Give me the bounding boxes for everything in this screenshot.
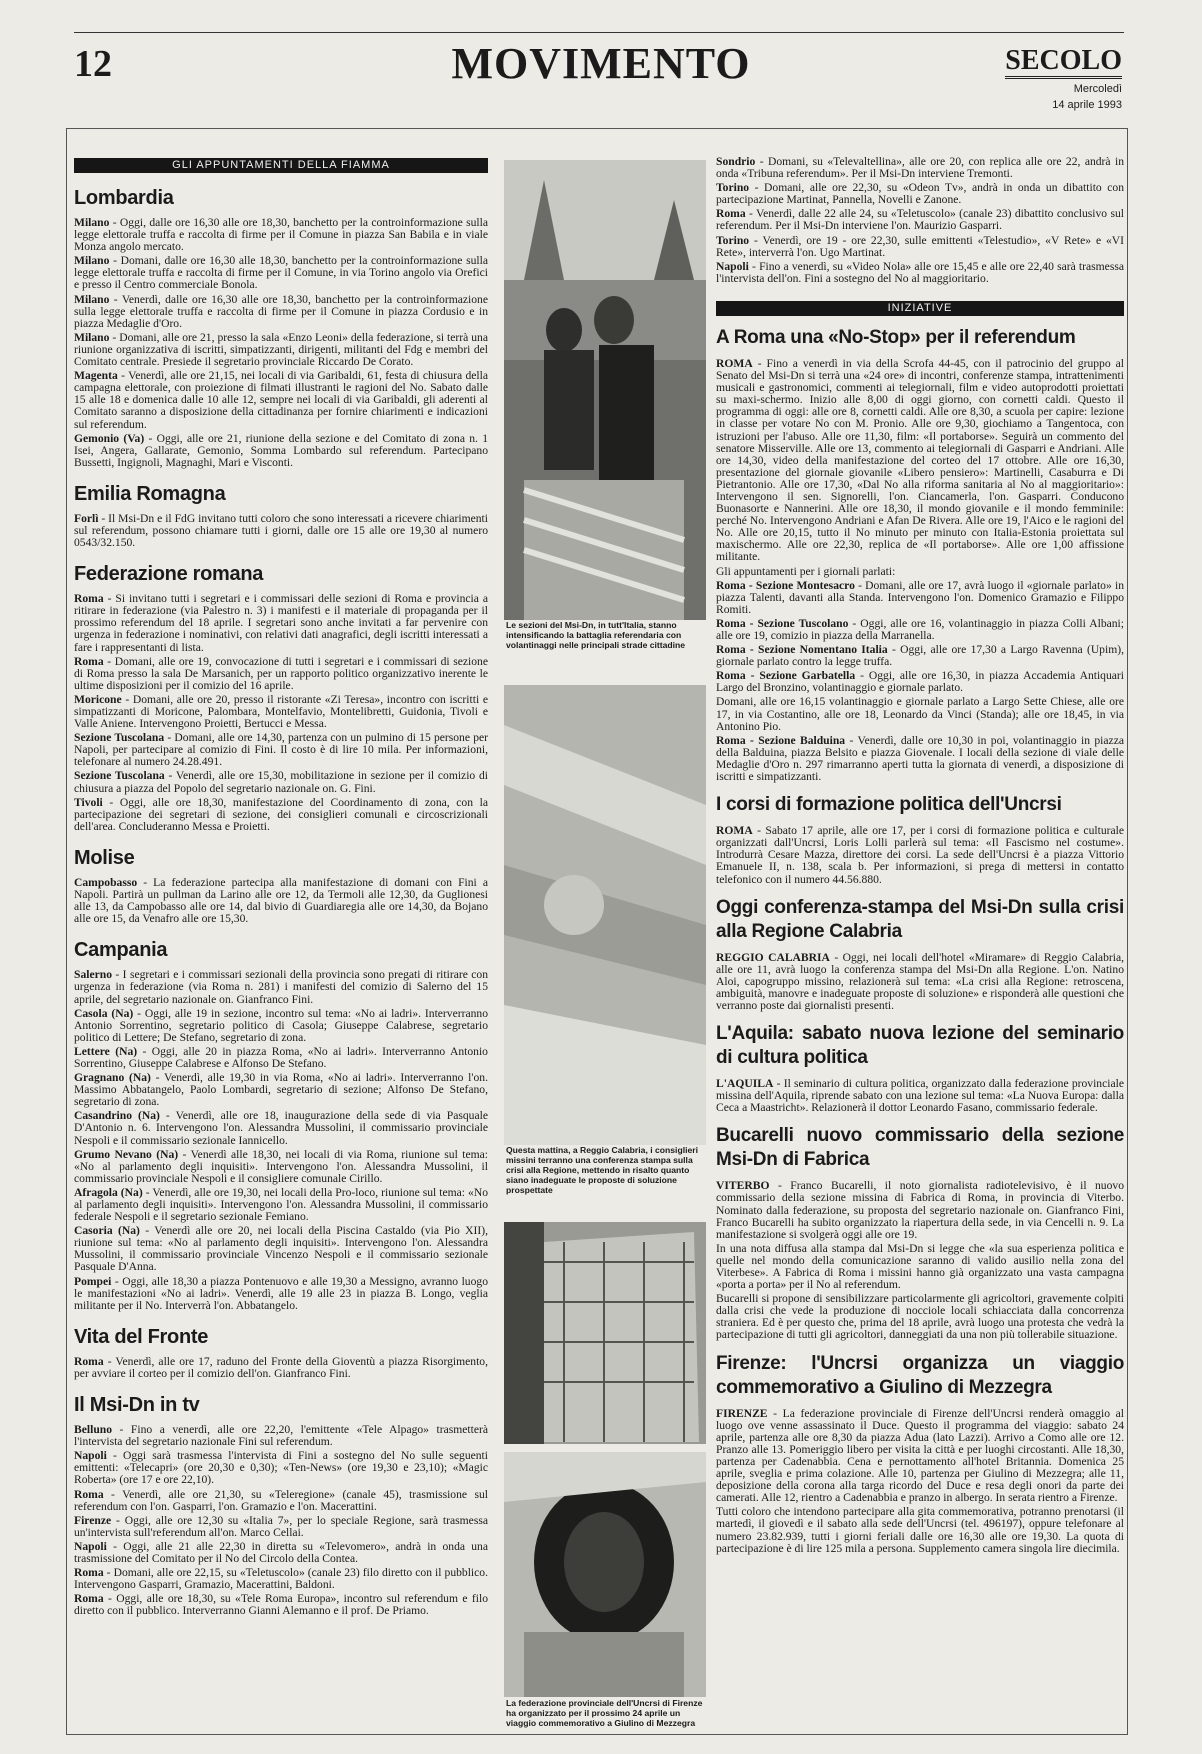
paragraph-text: - Oggi, nei locali dell'hotel «Miramare» di Reggio Calabria, alle ore 11, avrà luogo la conferenza stampa del Msi-Dn alla Regione. L'on. Natino Aloi, capogruppo missino, relazionerà sul tema: «La crisi alla Regione: retroscena, ambiguità, manovre e inadeguate proposte di soluzione» e risponderà alle questioni che verranno poste dai giornalisti presenti. [716, 950, 1124, 1012]
place-name: Firenze [74, 1513, 112, 1527]
paragraph-text: - Domani, alle ore 14,30, partenza con un pulmino di 15 persone per Napoli, per partecipare al comizio di Fini. Il costo è di lire 10 mila. Per informazioni, telefonare al numero 24.28.491. [74, 731, 488, 769]
paragraph [74, 656, 488, 692]
place-name: Forlì [74, 511, 99, 525]
region-heading: Molise [74, 846, 135, 869]
region-heading: Lombardia [74, 187, 174, 209]
paragraph-text: - Oggi, alle ore 18,30, su «Tele Roma Europa», incontro sul referendum e filo diretto con il pubblico. Interverranno Gianni Alemanno e il prof. De Priamo. [74, 1592, 488, 1618]
place-name: Roma [74, 1592, 104, 1606]
place-name: Sezione Tuscolana [74, 769, 165, 783]
place-name: REGGIO CALABRIA [716, 950, 830, 964]
paragraph [716, 566, 1124, 578]
paragraph [74, 255, 488, 291]
photo-caption: Le sezioni del Msi-Dn, in tutt'Italia, stanno intensificando la battaglia referendaria con volantinaggi nelle principali strade cittadine [506, 620, 686, 650]
paragraph-text: - Venerdì, ore 19 - ore 22,30, sulle emittenti «Telestudio», «V Rete» e «VI Rete», interverrà l'on. Ugo Martinat. [716, 233, 1124, 259]
paragraph [716, 1293, 1124, 1341]
place-name: ROMA [716, 824, 753, 838]
paragraph [74, 433, 488, 469]
paragraph [716, 208, 1124, 232]
paragraph-text: - Venerdì, alle ore 17, raduno del Fronte della Gioventù a piazza Risorgimento, per avviare il corteo per il comizio dell'on. Gianfranco Fini. [74, 1354, 488, 1380]
region-heading: Il Msi-Dn in tv [74, 1394, 200, 1417]
paragraph-text: - Domani, alle ore 22,15, su «Teletuscolo» (canale 23) filo diretto con il pubblico. Intervengono Gasparri, Gramazio, Macerattini, Baldoni. [74, 1566, 488, 1592]
article-headline: L'Aquila: sabato nuova lezione del seminario di cultura politica [716, 1023, 1124, 1069]
place-name: Roma [74, 654, 104, 668]
paragraph-text: - Domani, alle ore 21, presso la sala «Enzo Leoni» della federazione, si terrà una riunione organizzativa di iscritti, simpatizzanti, dirigenti, militanti del Fdg e membri del Comitato centrale. Presiede il segretario provinciale Riccardo De Corato. [74, 330, 488, 369]
region-heading: Vita del Fronte [74, 1325, 209, 1348]
place-name: Roma [74, 1487, 104, 1501]
paragraph-text: - I segretari e i commissari sezionali della provincia sono pregati di ritirare con urgenza in federazione (via Roma n. 281) i manifesti del comizio di Salerno del 15 aprile, del segretario nazionale on. Gianfranco Fini. [74, 968, 488, 1006]
place-name: Campobasso [74, 875, 138, 889]
paragraph [716, 825, 1124, 885]
paragraph [74, 513, 488, 549]
photo-giulino-memorial [504, 1452, 706, 1697]
photo-reggio-calabria [504, 685, 706, 1145]
place-name: Magenta [74, 369, 118, 383]
paragraph-text: - Domani, alle ore 19, convocazione di tutti i segretari e i commissari di sezione di Roma presso la sala De Marsanich, per un rapporto politico organizzativo inerente le ultime disposizioni per il comizio del 16 aprile. [74, 654, 488, 692]
paragraph-text: - Sabato 17 aprile, alle ore 17, per i corsi di formazione politica e culturale organizzati dall'Uncrsi, Loris Lolli parlerà sul tema: «Il Fascismo nel costume». Introdurrà Cesare Mazza, direttore dei corsi. La sede dell'Uncrsi è a piazza Vittorio Emanuele II, n. 138, scala b. Per informazioni, si prega di mettersi in contatto telefonico con il numero 44.56.880. [716, 824, 1124, 886]
masthead-date: 14 aprile 1993 [1052, 99, 1122, 111]
paragraph [74, 1567, 488, 1591]
paragraph-text: - Oggi, dalle ore 16,30 alle ore 18,30, banchetto per la controinformazione sulla legge elettorale truffa e raccolta di firme per il Comune in piazza San Babila e in viale Monza angolo mercato. [74, 216, 488, 254]
place-name: Casola (Na) [74, 1006, 134, 1020]
place-name: Roma - Sezione Montesacro [716, 578, 855, 592]
region-heading: Federazione romana [74, 563, 264, 586]
paragraph-text: - Domani, dalle ore 16,30 alle 18,30, banchetto per la controinformazione sulla legge elettorale truffa e raccolta di firme per il Comune, in via Torino angolo via Orefici e presso il Centro commerciale Bonola. [74, 254, 488, 292]
paragraph [74, 694, 488, 730]
paragraph-text: - Venerdì alle 18,30, nei locali di via Roma, riunione sul tema: «No al parlamento degli inquisiti». Intervengono l'on. Alessandra Mussolini, il commissario provinciale Nespoli e il consigliere comunale Cirillo. [74, 1147, 488, 1185]
paragraph-text: - Fino a venerdì in via della Scrofa 44-45, con il patrocinio del gruppo al Senato del Msi-Dn si terrà una «24 ore» di incontri, conferenze stampa, intrattenimenti musicali e gastronomici, commenti ai telegiornali, film e video autoprodotti proiettati su maxi-schermo. Inizio alle 8,00 di oggi giorno, con cornetti caldi. Questo il programma di oggi: alle ore 8, cornetti caldi. Alle ore 8,30, a scuola per capire: lezione in classe per votare No con M. Pronio. Alle ore 9,30, giochiamo a Tangentoca, con istruzioni per l'abuso. Alle ore 11,30, film: «Il portaborse». Seguirà un commento del senatore Misserville. Alle ore 13, commento ai telegiornali di Gasparri e Andriani. Alle ore 14,30, video della manifestazione del corteo del 17 ottobre. Alle ore 16,30, presentazione del giornale giovanile «Libero pensiero»: Martinelli, Casaburra e Di Pietrantonio. Alle ore 17,30, «Dal No alla riforma sanitaria al No al maggioritario»: Intervengono il sen. Signorelli, l'on. Ciancamerla, l'on. Gasparri. Conducono Buonasorte e Nannerini. Alle ore 18,30, il mondo giovanile e il mondo femminile: perché No. Intervengono Andriani e Afan De Rivera. Alle ore 19, l'Aico e le ragioni del No. Alle ore 20,15, tutto il No minuto per minuto con Italia-Estonia proiettata sul maxischermo. Alle ore 22,30, replica de «Il portaborse». Alle ore 1,00 affissione militante. [716, 356, 1124, 564]
paragraph-text: - Venerdì, alle ore 18, inaugurazione della sede di via Pasquale D'Antonio n. 6. Intervengono l'on. Alessandra Mussolini, il commissario provinciale Nespoli e il commissario sezionale Iannicello. [74, 1109, 488, 1147]
paragraph [74, 770, 488, 794]
paragraph [716, 580, 1124, 616]
article-headline: A Roma una «No-Stop» per il referendum [716, 326, 1076, 348]
place-name: Gemonio (Va) [74, 431, 145, 445]
paragraph [716, 156, 1124, 180]
section-bar-iniziative: INIZIATIVE [716, 301, 1124, 316]
place-name: Roma - Sezione Garbatella [716, 669, 856, 683]
masthead-weekday: Mercoledì [1073, 83, 1122, 95]
place-name: Roma [74, 1354, 104, 1368]
paragraph [716, 696, 1124, 732]
paragraph-text: Gli appuntamenti per i giornali parlati: [716, 564, 896, 578]
masthead-logo: SECOLO [1005, 46, 1122, 79]
paragraph-text: - Venerdì, alle ore 21,30, su «Teleregione» (canale 45), trasmissione sul referendum con l'on. Gasparri, l'on. Gramazio e l'on. Macerattini. [74, 1487, 488, 1513]
place-name: Gragnano (Na) [74, 1071, 151, 1085]
region-heading: Campania [74, 939, 168, 962]
paragraph-text: - Venerdì, alle 19,30 in via Roma, «No ai ladri». Interverranno l'on. Massimo Abbatangelo, Paolo Lombardi, segretario di sezione; Alfonso De Stefano, segretario di zona. [74, 1071, 488, 1109]
paragraph [716, 261, 1124, 285]
paragraph-text: - Domani, alle ore 17, avrà luogo il «giornale parlato» in piazza Talenti, davanti alla Standa. Intervengono l'on. Domenico Gramazio e Filippo Romiti. [716, 578, 1124, 616]
header-rule [74, 32, 1124, 33]
paragraph [716, 1243, 1124, 1291]
paragraph [74, 1356, 488, 1380]
page-number: 12 [74, 43, 112, 85]
paragraph [74, 1489, 488, 1513]
place-name: Moricone [74, 692, 122, 706]
paragraph-text: - Oggi, alle ore 16,30, in piazza Accademia Antiquari Largo del Bronzino, volantinaggio e giornale parlato. [716, 669, 1125, 695]
paragraph [74, 332, 488, 368]
paragraph [74, 1515, 488, 1539]
paragraph [74, 969, 488, 1005]
paragraph [74, 1276, 488, 1312]
paragraph [74, 1424, 488, 1448]
paragraph-text: - Oggi, alle 20 in piazza Roma, «No ai ladri». Interverranno Antonio Sorrentino, Giuseppe Calabrese e Alfonso De Stefano. [74, 1044, 488, 1070]
paragraph [716, 358, 1124, 564]
place-name: Roma [74, 1566, 104, 1580]
place-name: Roma - Sezione Tuscolano [716, 616, 849, 630]
paragraph [74, 797, 488, 833]
place-name: Roma - Sezione Balduina [716, 733, 846, 747]
place-name: Milano [74, 292, 110, 306]
paragraph [74, 1187, 488, 1223]
paragraph [716, 735, 1124, 783]
left-column [74, 156, 488, 1619]
paragraph-text: - Venerdì, alle ore 21,15, nei locali di via Garibaldi, 61, festa di chiusura della campagna elettorale, con proiezione di filmati illustranti le ragioni del No. Sabato dalle 15 alle 18 e domenica dalle 10 alle 12, sempre nei locali di via Garibaldi, gli aderenti al Comitato saranno a disposizione della cittadinanza per fornire chiarimenti e indicazioni sul referendum. [74, 369, 488, 431]
paragraph-text: - Oggi, alle ore 17,30 a Largo Ravenna (Upim), giornale parlato contro la legge truffa. [716, 643, 1124, 669]
paragraph-text: - Oggi, alle ore 18,30, manifestazione del Coordinamento di zona, con la partecipazione dei segretari di sezione, dei consiglieri comunali e circoscrizionali dell'area. Concluderanno Messa e Proietti. [74, 795, 488, 833]
place-name: Grumo Nevano (Na) [74, 1147, 179, 1161]
paragraph-text: - Fino a venerdì, alle ore 22,20, l'emittente «Tele Alpago» trasmetterà l'intervista del segretario nazionale Fini sul referendum. [74, 1423, 488, 1449]
paragraph [716, 618, 1124, 642]
photo-caption: Questa mattina, a Reggio Calabria, i consiglieri missini terranno una conferenza stampa sulla crisi alla Regione, mettendo in risalto quanto siano inadeguate le proposte di soluzione prospettate [506, 1145, 698, 1195]
place-name: Sondrio [716, 155, 756, 168]
paragraph-text: - La federazione partecipa alla manifestazione di domani con Fini a Napoli. Partirà un pullman da Larino alle ore 12, da Termoli alle 12,30, da Guglionesi alle 13, da Campobasso alle ore 14, dal bivio di Guardiaregia alle ore 14,30, da Bojano alle ore 15, da Venafro alle ore 15,30. [74, 875, 488, 926]
paragraph-text: - Oggi, alle ore 12,30 su «Italia 7», per lo speciale Regione, sarà trasmessa un'intervista sull'referendum all'on. Marco Cellai. [74, 1513, 488, 1539]
paragraph-text: - Oggi, alle 21 alle 22,30 in diretta su «Televomero», andrà in onda una trasmissione del Comitato per il No del Circolo della Contea. [74, 1539, 488, 1565]
place-name: Roma - Sezione Nomentano Italia [716, 643, 888, 657]
place-name: Roma [716, 207, 746, 221]
section-title: MOVIMENTO [451, 39, 751, 88]
paragraph-text: - Domani, alle ore 22,30, su «Odeon Tv», andrà in onda un dibattito con partecipazione Martinat, Pannella, Novelli e Zanone. [716, 181, 1124, 207]
paragraph-text: - Oggi, alle ore 21, riunione della sezione e del Comitato di zona n. 1 Isei, Angera, Gallarate, Gemonio, Somma Lombardo sul referendum. Partecipano Bussetti, Ingignoli, Magnaghi, Mari e Visconti. [74, 431, 488, 469]
paragraph [716, 235, 1124, 259]
paragraph-text: - Venerdì alle ore 20, nei locali della Piscina Castaldo (via Pio XII), riunione sul tema: «No al parlamento degli inquisiti». Intervengono l'on. Alessandra Mussolini, il commissario provinciale Vincenzo Nespoli e il commissario sezionale Pasquale D'Anna. [74, 1224, 488, 1274]
place-name: VITERBO [716, 1179, 770, 1193]
paragraph-text: - Domani, su «Televaltellina», alle ore 20, con replica alle ore 22, andrà in onda «Tribuna referendum». Per il Msi-Dn interviene Tremonti. [716, 155, 1124, 181]
paragraph [716, 1180, 1124, 1240]
paragraph [716, 670, 1124, 694]
place-name: Pompei [74, 1274, 112, 1288]
article-headline: I corsi di formazione politica dell'Uncrsi [716, 794, 1062, 816]
photo-caption: La federazione provinciale dell'Uncrsi di Firenze ha organizzato per il prossimo 24 aprile un viaggio commemorativo a Giulino di Mezzegra [506, 1698, 703, 1728]
paragraph-text: - Oggi, alle ore 16, volantinaggio in piazza Colli Albani; alle ore 19, comizio in piazza della Marranella. [716, 616, 1125, 642]
paragraph [74, 370, 488, 430]
masthead [1005, 46, 1122, 111]
photo-monument-fence [504, 1222, 706, 1444]
paragraph-text: - Oggi, alle 19 in sezione, incontro sul tema: «No ai ladri». Interverranno Antonio Sorrentino, segretario politico di Casola; Giuseppe Calabrese, segretario politico di Lettere; De Stefano, segretario di zona. [74, 1006, 488, 1044]
paragraph [716, 644, 1124, 668]
place-name: ROMA [716, 356, 753, 370]
paragraph [74, 217, 488, 253]
article-headline: Bucarelli nuovo commissario della sezione Msi-Dn di Fabrica [716, 1125, 1124, 1171]
place-name: FIRENZE [716, 1406, 768, 1420]
article-headline: Oggi conferenza-stampa del Msi-Dn sulla crisi alla Regione Calabria [716, 896, 1124, 942]
paragraph-text: - Venerdì, dalle ore 10,30 in poi, volantinaggio in piazza della Balduina, piazza Belsito e piazza Giovenale. I locali della sezione di viale delle Medaglie d'Oro n. 297 rimarranno aperti tutta la giornata di venerdì, a disposizione di iscritti e simpatizzanti. [716, 733, 1124, 784]
place-name: Napoli [716, 259, 749, 273]
place-name: Casoria (Na) [74, 1224, 140, 1238]
region-heading: Emilia Romagna [74, 482, 226, 505]
paragraph [716, 182, 1124, 206]
paragraph-text: - Oggi, alle 18,30 a piazza Pontenuovo e alle 19,30 a Messigno, avranno luogo le manifestazioni «No ai ladri». Venerdì, alle 19 alle 23 in piazza B. Longo, veglia militante per il No. Interverrà l'on. Abbatangelo. [74, 1274, 488, 1312]
place-name: Casandrino (Na) [74, 1109, 160, 1123]
place-name: Tivoli [74, 795, 103, 809]
place-name: Salerno [74, 968, 113, 982]
paragraph [74, 1149, 488, 1185]
paragraph [74, 877, 488, 925]
article-headline: Firenze: l'Uncrsi organizza un viaggio commemorativo a Giulino di Mezzegra [716, 1352, 1124, 1398]
paragraph-text: - La federazione provinciale di Firenze dell'Uncrsi renderà omaggio al luogo ove venne assassinato il Duce. Questo il programma del viaggio: sabato 24 aprile, partenza alle ore 8,30 da piazza Adua (lato Lazzi). Arrivo a Como alle ore 12. Pranzo alle 13. Pomeriggio libero per visita la città e per luoghi circostanti. Alle 18,30, partenza per Cadenabbia. Cena e pernottamento all'hotel Britannia. Domenica 25 aprile, sveglia e prima colazione. Alle 10, partenza per Giulino di Mezzegra; alle 11, deposizione della corona alla targa ricordo del Duce e resa degli onori da parte dei camerati. Alle 12, rientro a Cadenabbia e pranzo in albergo. In serata rientro a Firenze. [716, 1406, 1124, 1505]
paragraph [74, 593, 488, 653]
paragraph-text: - Venerdì, dalle 22 alle 24, su «Teletuscolo» (canale 23) dibattito conclusivo sul referendum. Per il Msi-Dn interviene l'on. Maurizio Gasparri. [716, 207, 1124, 233]
paragraph-text: Bucarelli si propone di sensibilizzare particolarmente gli agricoltori, gravemente colpiti dalla crisi che vede la produzione di nocciole locali schiacciata dalla concorrenza straniera. Ed è per questo che, prima del 18 aprile, avrà luogo una protesta che vedrà la partecipazione di tutti gli agricoltori, danneggiati da una non più tollerabile situazione. [716, 1292, 1124, 1342]
paragraph [74, 1541, 488, 1565]
place-name: Belluno [74, 1423, 113, 1437]
paragraph-text: Tutti coloro che intendono partecipare alla gita commemorativa, potranno prenotarsi (il martedì, il giovedì e il sabato alla sede dell'Uncrsi (tel. 496197), oppure telefonare al numero 23.82.939, tutti i giorni feriali dalle ore 16,30 alle ore 19,30. La quota di partecipazione è di lire 125 mila a persona. Supplemento camera singola lire diecimila. [716, 1505, 1124, 1555]
place-name: Milano [74, 254, 110, 268]
paragraph-text: - Oggi sarà trasmessa l'intervista di Fini a sostegno del No sulle seguenti emittenti: «Telecapri» (ore 20,30 e 0,30); «Ten-News» (ore 19,30 e 23,10); «Magic Roberta» (ore 17 e ore 22,10). [74, 1449, 488, 1487]
place-name: Torino [716, 233, 750, 247]
paragraph-text: - Franco Bucarelli, il noto giornalista radiotelevisivo, è il nuovo commissario della sezione missina di Fabrica di Roma, in provincia di Viterbo. Nominato dalla federazione, su proposta del segretario nazionale on. Gianfranco Fini, Franco Bucarelli ha subito organizzato la riapertura della sede, in via Cencelli n. 9. La manifestazione si svolgerà oggi alle ore 19. [716, 1179, 1124, 1241]
place-name: Roma [74, 592, 104, 606]
paragraph [74, 1072, 488, 1108]
paragraph [74, 1225, 488, 1273]
paragraph-text: - Il seminario di cultura politica, organizzato dalla federazione provinciale missina dell'Aquila, riprende sabato con una lezione sul tema: «La Nuova Europa: dalla Ceca a Maastricht». Relazionerà il dottor Leonardo Fasano, commissario federale. [716, 1077, 1124, 1115]
place-name: L'AQUILA [716, 1077, 774, 1091]
paragraph [716, 1506, 1124, 1554]
paragraph-text: - Venerdì, alle ore 19,30, nei locali della Pro-loco, riunione sul tema: «No al parlamento degli inquisiti». Intervengono l'on. Alessandra Mussolini, il commissario federale Nespoli e il segretario sezionale Femiano. [74, 1185, 488, 1224]
place-name: Milano [74, 330, 110, 344]
paragraph-text: In una nota diffusa alla stampa dal Msi-Dn si legge che «la sua esperienza politica e quelle nel mondo della comunicazione saranno di valido ausilio nella zona del Viterbese». A Fabrica di Roma i missini hanno già organizzato una vasta campagna «porta a porta» per il No al referendum. [716, 1241, 1124, 1292]
paragraph-text: - Venerdì, dalle ore 16,30 alle ore 18,30, banchetto per la controinformazione sulla legge elettorale truffa e raccolta di firme per il Comune in piazza Cordusio e in piazza Medaglie d'Oro. [74, 292, 488, 330]
section-bar-appuntamenti: GLI APPUNTAMENTI DELLA FIAMMA [74, 158, 488, 173]
paragraph [74, 1008, 488, 1044]
paragraph-text: - Domani, alle ore 20, presso il ristorante «Zi Teresa», incontro con iscritti e simpatizzanti di Moricone, Palombara, Montelfavio, Montelibretti, Guidonia, Tivoli e Valle Aniene. Intervengono Proietti, Bertucci e Messa. [74, 692, 488, 731]
paragraph [716, 1078, 1124, 1114]
paragraph [74, 1593, 488, 1617]
paragraph [74, 1450, 488, 1486]
paragraph-text: - Fino a venerdì, su «Video Nola» alle ore 15,45 e alle ore 22,40 sarà trasmessa l'intervista dell'on. Fini a sostegno del No al maggioritario. [716, 259, 1124, 285]
place-name: Afragola (Na) [74, 1185, 143, 1199]
place-name: Sezione Tuscolana [74, 731, 165, 745]
paragraph [716, 1408, 1124, 1505]
paragraph-text: - Si invitano tutti i segretari e i commissari delle sezioni di Roma e provincia a ritirare in federazione (via Palestro n. 3) i manifesti e il materiale di propaganda per il prossimo referendum del 18 aprile. I segretari sono anche invitati a far pervenire con urgenza in federazione i nominativi, con relativi dati anagrafici, degli iscritti interessati a fare i rappresentanti di lista. [74, 592, 488, 654]
paragraph [74, 1110, 488, 1146]
paragraph [716, 952, 1124, 1012]
paragraph-text: Domani, alle ore 16,15 volantinaggio e giornale parlato a Largo Sette Chiese, alle ore 17, in via Costantino, alle ore 18, Leonardo da Vinci (Standa); alle ore 18,45, in via Antonino Pio. [716, 695, 1124, 733]
paragraph-text: - Venerdì, alle ore 15,30, mobilitazione in sezione per il comizio di chiusura a piazza del Popolo del segretario nazionale on. G. Fini. [74, 769, 488, 795]
place-name: Milano [74, 216, 110, 229]
place-name: Torino [716, 181, 750, 195]
paragraph [74, 732, 488, 768]
paragraph [74, 294, 488, 330]
place-name: Lettere (Na) [74, 1044, 138, 1058]
photo-volantinaggio [504, 160, 706, 620]
place-name: Napoli [74, 1539, 107, 1553]
paragraph-text: - Il Msi-Dn e il FdG invitano tutti coloro che sono interessati a ricevere chiarimenti sul referendum, possono chiamare tutti i giorni, dalle ore 15 alle ore 19,30 al numero 0543/32.150. [74, 511, 488, 550]
place-name: Napoli [74, 1449, 107, 1463]
right-column [716, 156, 1124, 1557]
paragraph [74, 1046, 488, 1070]
